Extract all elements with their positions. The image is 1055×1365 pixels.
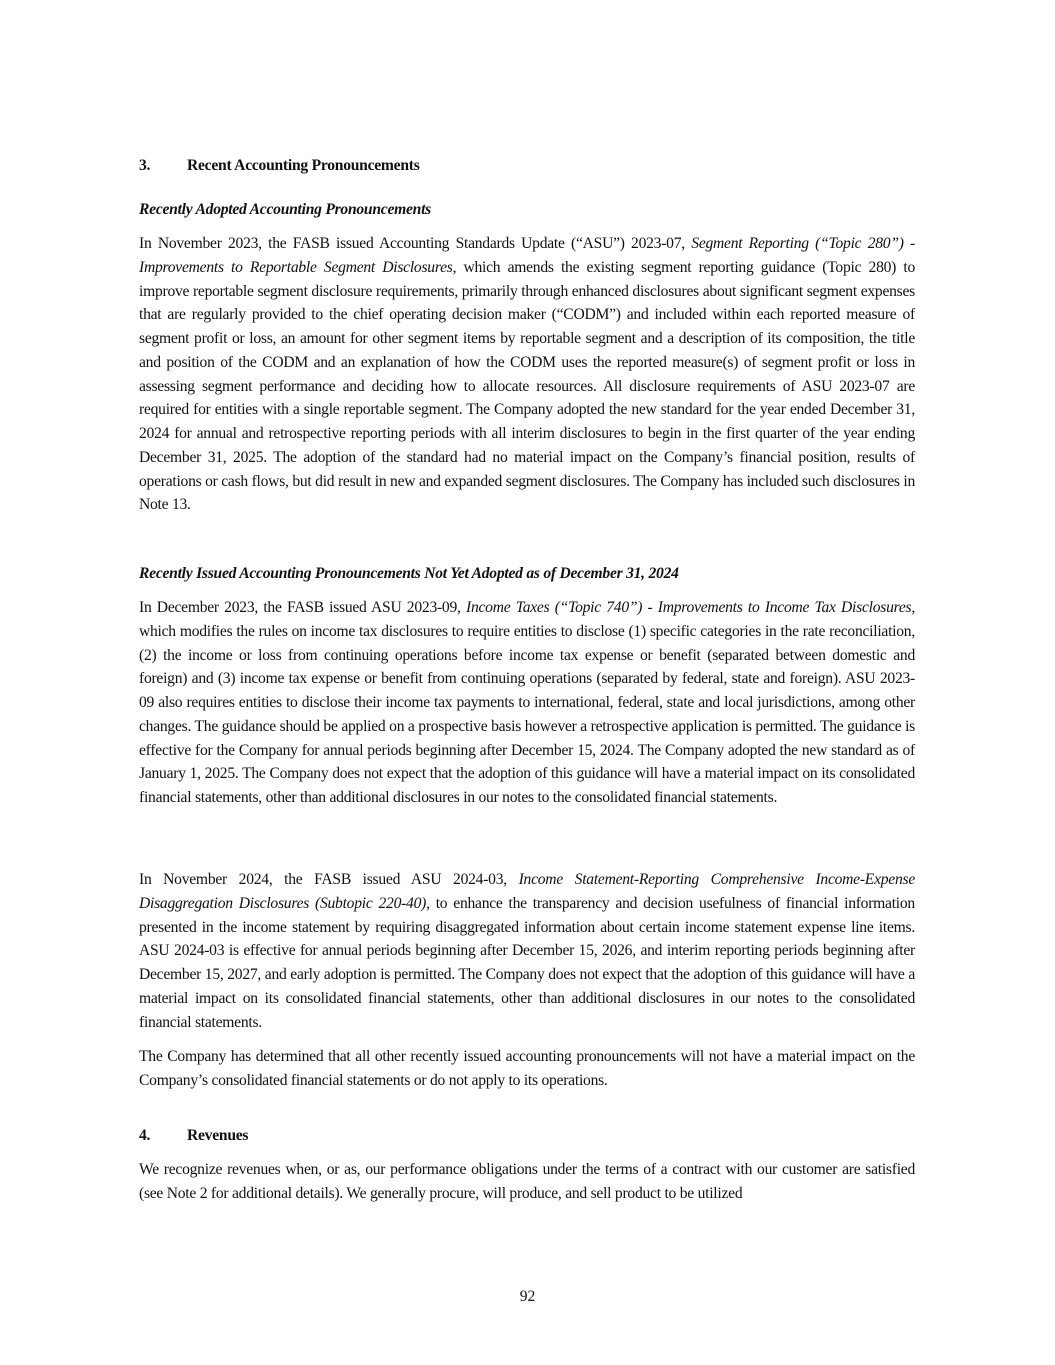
section-4-heading (139, 1124, 915, 1148)
page-number: 92 (519, 1288, 536, 1305)
section-3-heading (139, 154, 915, 178)
section-title: Revenues (187, 1127, 249, 1144)
paragraph-asu-2023-09 (139, 596, 915, 810)
section-title: Recent Accounting Pronouncements (187, 157, 420, 174)
text: to enhance the transparency and decision usefulness of financial information presented in the income statement by requiring disaggregated information about certain income statement expense line items. ASU 2024-03 is effective for annual periods beginning after December 15, 2026, and interim reporting periods beginning after December 15, 2027, and early adoption is permitted. The Company does not expect that the adoption of this guidance will have a material impact on its consolidated financial statements, other than additional disclosures in our notes to the consolidated financial statements. (139, 894, 915, 1031)
text: , which amends the existing segment reporting guidance (Topic 280) to improve reportable segment disclosure requirements, primarily through enhanced disclosures about significant segment expenses that are regularly provided to the chief operating decision maker (“CODM”) and included within each reported measure of segment profit or loss, an amount for other segment items by reportable segment and a description of its composition, the title and position of the CODM and an explanation of how the CODM uses the reported measure(s) of segment profit or loss in assessing segment performance and deciding how to allocate resources. All disclosure requirements of ASU 2023-07 are required for entities with a single reportable segment. The Company adopted the new standard for the year ended December 31, 2024 for annual and retrospective reporting periods with all interim disclosures to begin in the first quarter of the year ending December 31, 2025. The adoption of the standard had no material impact on the Company’s financial position, results of operations or cash flows, but did result in new and expanded segment disclosures. The Company has included such disclosures in Note 13. (139, 258, 915, 514)
subheading-recently-adopted: Recently Adopted Accounting Pronouncements (139, 201, 431, 218)
section-number: 4. (139, 1127, 151, 1144)
italic-title: Segment Reporting (“Topic 280”) - Improvements to Reportable Segment Disclosures (139, 235, 915, 276)
italic-title: Income Taxes (“Topic 740”) - Improvements to Income Tax Disclosures, (466, 599, 916, 616)
section-number: 3. (139, 157, 151, 174)
text: which modifies the rules on income tax disclosures to require entities to disclose (1) specific categories in the rate reconciliation, (2) the income or loss from continuing operations before income tax expense or benefit (separated between domestic and foreign) and (3) income tax expense or benefit from continuing operations (separated by federal, state and foreign). ASU 2023-09 also requires entities to disclose their income tax payments to international, federal, state and local jurisdictions, among other changes. The guidance should be applied on a prospective basis however a retrospective application is permitted. The guidance is effective for the Company for annual periods beginning after December 15, 2024. The Company adopted the new standard as of January 1, 2025. The Company does not expect that the adoption of this guidance will have a material impact on its consolidated financial statements, other than additional disclosures in our notes to the consolidated financial statements. (139, 622, 915, 806)
text: In December 2023, the FASB issued ASU 2023-09, (139, 599, 466, 616)
paragraph-other-pronouncements: The Company has determined that all other recently issued accounting pronouncements will not have a material impact on the Company’s consolidated financial statements or do not apply to its operations. (139, 1048, 915, 1089)
paragraph-revenues: We recognize revenues when, or as, our performance obligations under the terms of a contract with our customer are satisfied (see Note 2 for additional details). We generally procure, will produce, and sell product to be utilized (139, 1161, 915, 1202)
italic-title: Income Statement-Reporting Comprehensive Income-Expense Disaggregation Disclosures (Subtopic 220-40), (139, 871, 916, 912)
subheading-not-yet-adopted: Recently Issued Accounting Pronouncements Not Yet Adopted as of December 31, 2024 (139, 565, 679, 582)
text: In November 2023, the FASB issued Accounting Standards Update (“ASU”) 2023-07, (139, 235, 692, 252)
paragraph-asu-2024-03 (139, 868, 915, 1034)
text: In November 2024, the FASB issued ASU 2024-03, (139, 871, 519, 888)
paragraph-asu-2023-07 (139, 232, 915, 517)
